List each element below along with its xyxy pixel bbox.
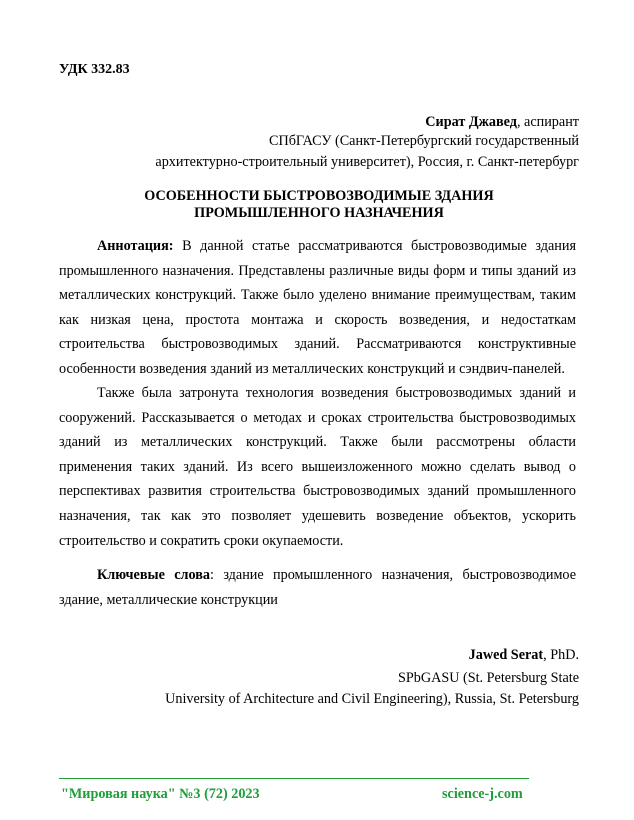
affiliation-ru-line: СПбГАСУ (Санкт-Петербургский государственный <box>269 133 579 149</box>
affiliation-ru-line: архитектурно-строительный университет), Россия, г. Санкт-петербург <box>155 154 579 170</box>
affiliation-en <box>59 668 579 710</box>
affiliation-en-line: University of Architecture and Civil Engineering), Russia, St. Petersburg <box>165 691 579 707</box>
keywords-label: Ключевые слова <box>97 567 211 583</box>
author-en-role: , PhD. <box>543 647 579 663</box>
article-title <box>59 188 579 222</box>
author-ru-name: Сират Джавед <box>425 114 517 130</box>
footer-journal: "Мировая наука" №3 (72) 2023 <box>61 786 260 802</box>
footer-site-link[interactable]: science-j.com <box>442 786 523 802</box>
author-en-name: Jawed Serat <box>468 647 544 663</box>
keywords-paragraph <box>59 563 576 612</box>
annotation-text-2: Также была затронута технология возведения быстровозводимых зданий и сооружений. Рассказывается о методах и сроках строительства быстровозводимых зданий из металлических конструкций. Также были рассмотрены области применения таких зданий. Из всего вышеизложенного можно сделать вывод о перспективах развития строительства быстровозводимых зданий промышленного назначения, так как это позволяет удешевить возведение объектов, ускорить строительство и сократить сроки окупаемости. <box>59 385 576 549</box>
title-line: ОСОБЕННОСТИ БЫСТРОВОЗВОДИМЫЕ ЗДАНИЯ <box>144 188 494 204</box>
annotation-label: Аннотация: <box>97 238 174 254</box>
author-ru <box>59 112 579 133</box>
author-en <box>59 645 579 666</box>
annotation-paragraph <box>59 234 576 382</box>
keywords-text: : здание промышленного назначения, быстровозводимое здание, металлические конструкции <box>59 567 576 608</box>
affiliation-en-line: SPbGASU (St. Petersburg State <box>397 670 579 686</box>
annotation-paragraph-2 <box>59 381 576 553</box>
footer-divider <box>59 778 529 779</box>
udk-code: УДК 332.83 <box>59 62 130 77</box>
title-line: ПРОМЫШЛЕННОГО НАЗНАЧЕНИЯ <box>194 205 444 221</box>
affiliation-ru <box>59 131 579 173</box>
annotation-text: В данной статье рассматриваются быстровозводимые здания промышленного назначения. Представлены различные виды форм и типы зданий из металлических конструкций. Также было уделено внимание преимуществам, таким как низкая цена, простота монтажа и скорость возведения, и недостаткам строительства быстровозводимых зданий. Рассматриваются конструктивные особенности возведения зданий из металлических конструкций и сэндвич-панелей. <box>59 238 576 377</box>
author-ru-role: , аспирант <box>516 114 579 130</box>
